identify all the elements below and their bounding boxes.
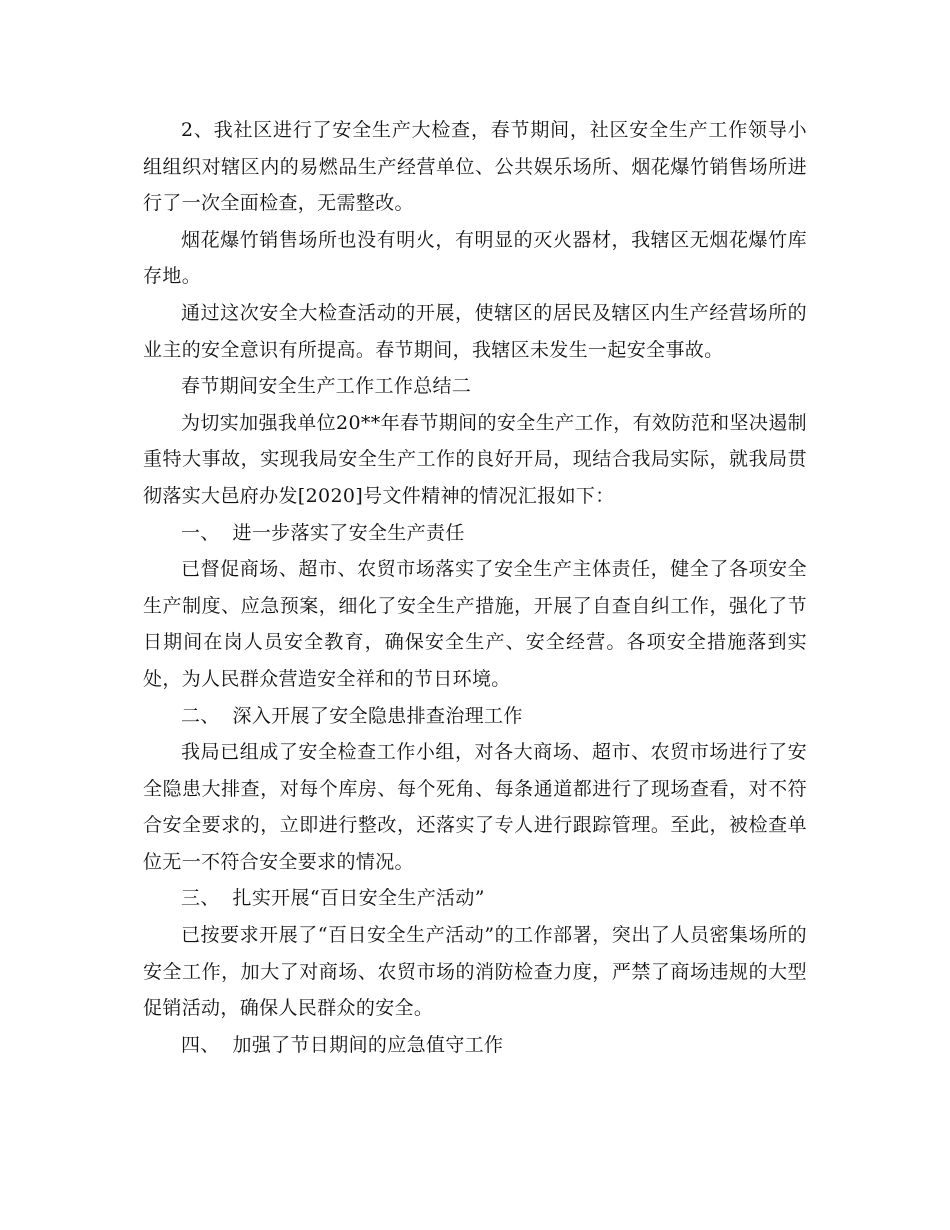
heading-item-four: 四、 加强了节日期间的应急值守工作	[181, 1033, 504, 1056]
paragraph-report-intro: 为切实加强我单位20**年春节期间的安全生产工作，有效防范和坚决遏制重特大事故，实现我局安全生产工作的良好开局，现结合我局实际，就我局贯彻落实大邑府办发[2020]号文件精神的情况汇报如下：	[143, 411, 807, 507]
heading-item-one: 一、 进一步落实了安全生产责任	[181, 521, 465, 544]
paragraph-item-one: 已督促商场、超市、农贸市场落实了安全生产主体责任，健全了各项安全生产制度、应急预案，细化了安全生产措施，开展了自查自纠工作，强化了节日期间在岗人员安全教育，确保安全生产、安全经营。各项安全措施落到实处，为人民群众营造安全祥和的节日环境。	[143, 558, 807, 690]
document-page	[143, 112, 807, 1063]
heading-item-three: 三、 扎实开展“百日安全生产活动”	[181, 887, 485, 910]
paragraph-community-inspection: 2、我社区进行了安全生产大检查，春节期间，社区安全生产工作领导小组组织对辖区内的易燃品生产经营单位、公共娱乐场所、烟花爆竹销售场所进行了一次全面检查，无需整改。	[143, 119, 807, 215]
paragraph-item-three: 已按要求开展了“百日安全生产活动”的工作部署，突出了人员密集场所的安全工作，加大了对商场、农贸市场的消防检查力度，严禁了商场违规的大型促销活动，确保人民群众的安全。	[143, 924, 807, 1020]
section-title-summary-two: 春节期间安全生产工作工作总结二	[181, 375, 472, 398]
heading-item-two: 二、 深入开展了安全隐患排查治理工作	[181, 704, 523, 727]
paragraph-inspection-result: 通过这次安全大检查活动的开展，使辖区的居民及辖区内生产经营场所的业主的安全意识有所提高。春节期间，我辖区未发生一起安全事故。	[143, 301, 807, 361]
paragraph-item-two: 我局已组成了安全检查工作小组，对各大商场、超市、农贸市场进行了安全隐患大排查，对每个库房、每个死角、每条通道都进行了现场查看，对不符合安全要求的，立即进行整改，还落实了专人进行跟踪管理。至此，被检查单位无一不符合安全要求的情况。	[143, 741, 807, 873]
paragraph-fireworks-sales: 烟花爆竹销售场所也没有明火，有明显的灭火器材，我辖区无烟花爆竹库存地。	[143, 228, 807, 288]
